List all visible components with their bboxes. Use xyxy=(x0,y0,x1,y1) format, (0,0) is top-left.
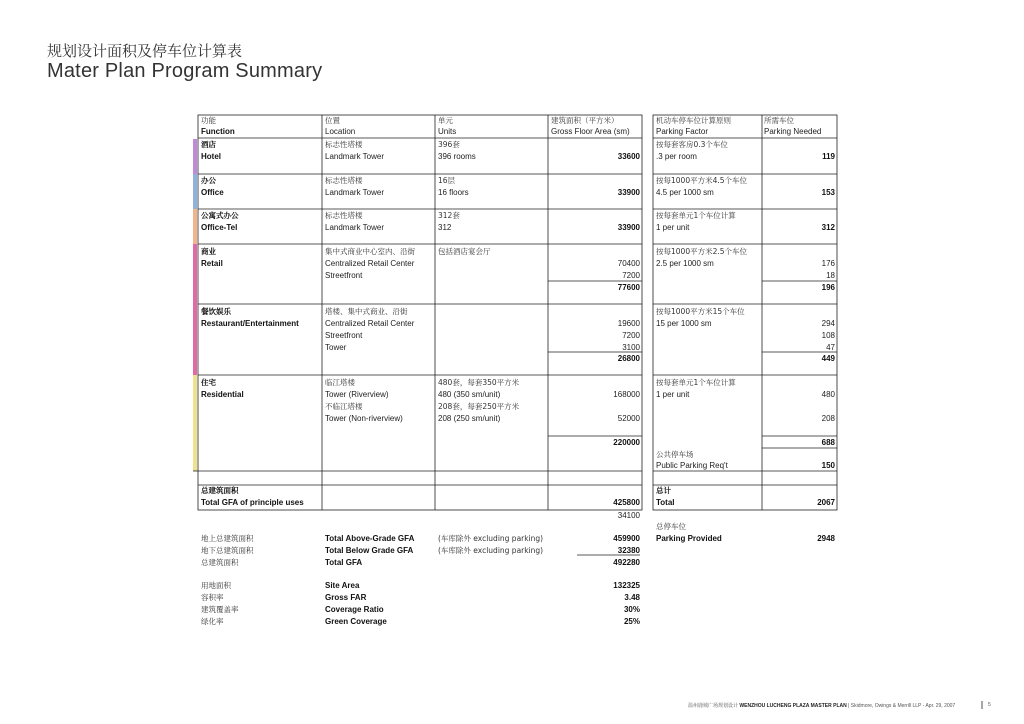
hotel-func-en: Hotel xyxy=(201,152,221,161)
green-en: Green Coverage xyxy=(325,617,387,626)
summary-above-value: 459900 xyxy=(613,534,640,543)
footer-en: WENZHOU LUCHENG PLAZA MASTER PLAN xyxy=(739,703,847,709)
header-gfa-en: Gross Floor Area (sm) xyxy=(551,127,630,136)
residential-gfa2: 52000 xyxy=(617,414,640,423)
footer-tail: | Skidmore, Owings & Merrill LLP - Apr. 29, 2007 xyxy=(846,703,956,709)
color-bar-retail xyxy=(193,244,197,375)
retail-loc-en1: Centralized Retail Center xyxy=(325,259,415,268)
officetel-gfa: 33900 xyxy=(617,223,640,232)
header-location-en: Location xyxy=(325,127,356,136)
page-title-cn: 规划设计面积及停车位计算表 xyxy=(47,42,243,60)
total-parking-en: Total xyxy=(656,498,675,507)
office-unit-cn: 16层 xyxy=(438,176,456,185)
total-parking-cn: 总计 xyxy=(656,486,671,495)
residential-loc-cn2: 不临江塔楼 xyxy=(325,402,363,411)
public-parking-cn: 公共停车场 xyxy=(656,450,694,459)
hotel-loc-cn: 标志性塔楼 xyxy=(325,140,363,149)
restaurant-loc-en3: Tower xyxy=(325,343,347,352)
restaurant-gfa3: 3100 xyxy=(622,343,640,352)
green-value: 25% xyxy=(623,617,640,626)
restaurant-gfa-total: 26800 xyxy=(617,354,640,363)
site-area-cn: 用地面积 xyxy=(201,581,231,590)
retail-pf-en: 2.5 per 1000 sm xyxy=(656,259,714,268)
footer xyxy=(688,702,955,709)
restaurant-loc-en2: Streetfront xyxy=(325,331,363,340)
header-parking-factor-cn: 机动车停车位计算原则 xyxy=(656,116,731,125)
parking-provided-value: 2948 xyxy=(817,534,835,543)
officetel-need: 312 xyxy=(821,223,835,232)
color-bar-office-tel xyxy=(193,209,197,244)
restaurant-gfa2: 7200 xyxy=(622,331,640,340)
green-cn: 绿化率 xyxy=(201,617,224,626)
color-bar-residential xyxy=(193,375,197,471)
restaurant-func-en: Restaurant/Entertainment xyxy=(201,319,299,328)
restaurant-need2: 108 xyxy=(821,331,835,340)
hotel-unit-cn: 396套 xyxy=(438,140,460,149)
residential-loc-en1: Tower (Riverview) xyxy=(325,390,389,399)
summary-below-note: (车库除外 excluding parking) xyxy=(438,546,544,555)
color-bar-hotel xyxy=(193,139,197,174)
retail-pf-cn: 按每1000平方米2.5个车位 xyxy=(656,247,748,256)
residential-func-en: Residential xyxy=(201,390,244,399)
header-gfa-cn: 建筑面积（平方米） xyxy=(551,116,619,125)
residential-need1: 480 xyxy=(821,390,835,399)
residential-loc-en2: Tower (Non-riverview) xyxy=(325,414,403,423)
summary-total-cn: 总建筑面积 xyxy=(201,558,239,567)
restaurant-loc-en1: Centralized Retail Center xyxy=(325,319,415,328)
residential-unit-en1: 480 (350 sm/unit) xyxy=(438,390,501,399)
officetel-func-cn: 公寓式办公 xyxy=(201,211,239,220)
office-need: 153 xyxy=(821,188,835,197)
residential-pf-en: 1 per unit xyxy=(656,390,690,399)
page-title-en: Mater Plan Program Summary xyxy=(47,60,323,82)
retail-loc-cn: 集中式商业中心室内、沿街 xyxy=(325,247,415,256)
hotel-need: 119 xyxy=(822,152,835,161)
office-func-cn: 办公 xyxy=(201,176,216,185)
retail-need1: 176 xyxy=(821,259,835,268)
residential-func-cn: 住宅 xyxy=(201,378,216,387)
residential-loc-cn1: 临江塔楼 xyxy=(325,378,355,387)
office-loc-cn: 标志性塔楼 xyxy=(325,176,363,185)
residential-unit-cn2: 208套，每套250平方米 xyxy=(438,402,520,411)
summary-above-en: Total Above-Grade GFA xyxy=(325,534,415,543)
summary-above-note: (车库除外 excluding parking) xyxy=(438,534,544,543)
restaurant-func-cn: 餐饮娱乐 xyxy=(201,307,231,316)
residential-need-total: 688 xyxy=(821,438,835,447)
coverage-en: Coverage Ratio xyxy=(325,605,384,614)
restaurant-need-total: 449 xyxy=(821,354,835,363)
retail-unit-cn: 包括酒店宴会厅 xyxy=(438,247,491,256)
residential-pf-cn: 按每套单元1个车位计算 xyxy=(656,378,736,387)
restaurant-pf-en: 15 per 1000 sm xyxy=(656,319,712,328)
restaurant-need1: 294 xyxy=(821,319,835,328)
officetel-loc-en: Landmark Tower xyxy=(325,223,384,232)
office-loc-en: Landmark Tower xyxy=(325,188,384,197)
retail-need2: 18 xyxy=(826,271,835,280)
site-area-en: Site Area xyxy=(325,581,360,590)
header-location-cn: 位置 xyxy=(325,116,340,125)
summary-above-cn: 地上总建筑面积 xyxy=(201,534,254,543)
header-function-en: Function xyxy=(201,127,235,136)
summary-total-value: 492280 xyxy=(613,558,640,567)
residential-unit-en2: 208 (250 sm/unit) xyxy=(438,414,501,423)
far-en: Gross FAR xyxy=(325,593,367,602)
summary-total-en: Total GFA xyxy=(325,558,363,567)
officetel-pf-cn: 按每套单元1个车位计算 xyxy=(656,211,736,220)
residential-unit-cn1: 480套，每套350平方米 xyxy=(438,378,520,387)
restaurant-gfa1: 19600 xyxy=(617,319,640,328)
site-area-value: 132325 xyxy=(613,581,640,590)
far-cn: 容积率 xyxy=(201,593,224,602)
header-parking-needed-cn: 所需车位 xyxy=(764,116,794,125)
residential-gfa-total: 220000 xyxy=(613,438,640,447)
office-unit-en: 16 floors xyxy=(438,188,469,197)
retail-loc-en2: Streetfront xyxy=(325,271,363,280)
hotel-pf-cn: 按每套客房0.3个车位 xyxy=(656,140,728,149)
hotel-pf-en: .3 per room xyxy=(656,152,697,161)
summary-below-cn: 地下总建筑面积 xyxy=(201,546,254,555)
total-gfa-value: 425800 xyxy=(613,498,640,507)
officetel-pf-en: 1 per unit xyxy=(656,223,690,232)
public-parking-en: Public Parking Req't xyxy=(656,461,728,470)
summary-below-value: 32380 xyxy=(617,546,640,555)
coverage-value: 30% xyxy=(623,605,640,614)
header-function-cn: 功能 xyxy=(201,116,216,125)
retail-func-en: Retail xyxy=(201,259,223,268)
coverage-cn: 建筑覆盖率 xyxy=(201,605,239,614)
total-gfa-cn: 总建筑面积 xyxy=(201,486,239,495)
public-parking-need: 150 xyxy=(821,461,835,470)
hotel-func-cn: 酒店 xyxy=(201,140,216,149)
restaurant-loc-cn: 塔楼、集中式商业、沿街 xyxy=(325,307,408,316)
restaurant-pf-cn: 按每1000平方米15个车位 xyxy=(656,307,745,316)
total-gfa-sub: 34100 xyxy=(617,511,640,520)
header-parking-needed-en: Parking Needed xyxy=(764,127,822,136)
total-parking-need: 2067 xyxy=(817,498,835,507)
restaurant-need3: 47 xyxy=(826,343,835,352)
header-units-en: Units xyxy=(438,127,457,136)
retail-gfa1: 70400 xyxy=(617,259,640,268)
residential-gfa1: 168000 xyxy=(613,390,640,399)
officetel-unit-cn: 312套 xyxy=(438,211,460,220)
office-func-en: Office xyxy=(201,188,224,197)
officetel-loc-cn: 标志性塔楼 xyxy=(325,211,363,220)
page-number: 5 xyxy=(988,702,991,708)
retail-gfa2: 7200 xyxy=(622,271,640,280)
header-parking-factor-en: Parking Factor xyxy=(656,127,709,136)
parking-provided-cn: 总停车位 xyxy=(656,522,686,531)
retail-need-total: 196 xyxy=(821,283,835,292)
hotel-unit-en: 396 rooms xyxy=(438,152,476,161)
color-bar-office xyxy=(193,174,197,209)
hotel-gfa: 33600 xyxy=(617,152,640,161)
residential-need2: 208 xyxy=(821,414,835,423)
far-value: 3.48 xyxy=(624,593,640,602)
officetel-unit-en: 312 xyxy=(438,223,452,232)
hotel-loc-en: Landmark Tower xyxy=(325,152,384,161)
office-gfa: 33900 xyxy=(617,188,640,197)
retail-gfa-total: 77600 xyxy=(617,283,640,292)
officetel-func-en: Office-Tel xyxy=(201,223,238,232)
header-units-cn: 单元 xyxy=(438,116,453,125)
footer-cn: 温州鹿城广场规划设计 xyxy=(688,703,739,709)
retail-func-cn: 商业 xyxy=(201,247,216,256)
total-gfa-en: Total GFA of principle uses xyxy=(201,498,304,507)
summary-below-en: Total Below Grade GFA xyxy=(325,546,414,555)
office-pf-cn: 按每1000平方米4.5个车位 xyxy=(656,176,748,185)
office-pf-en: 4.5 per 1000 sm xyxy=(656,188,714,197)
parking-provided-en: Parking Provided xyxy=(656,534,722,543)
